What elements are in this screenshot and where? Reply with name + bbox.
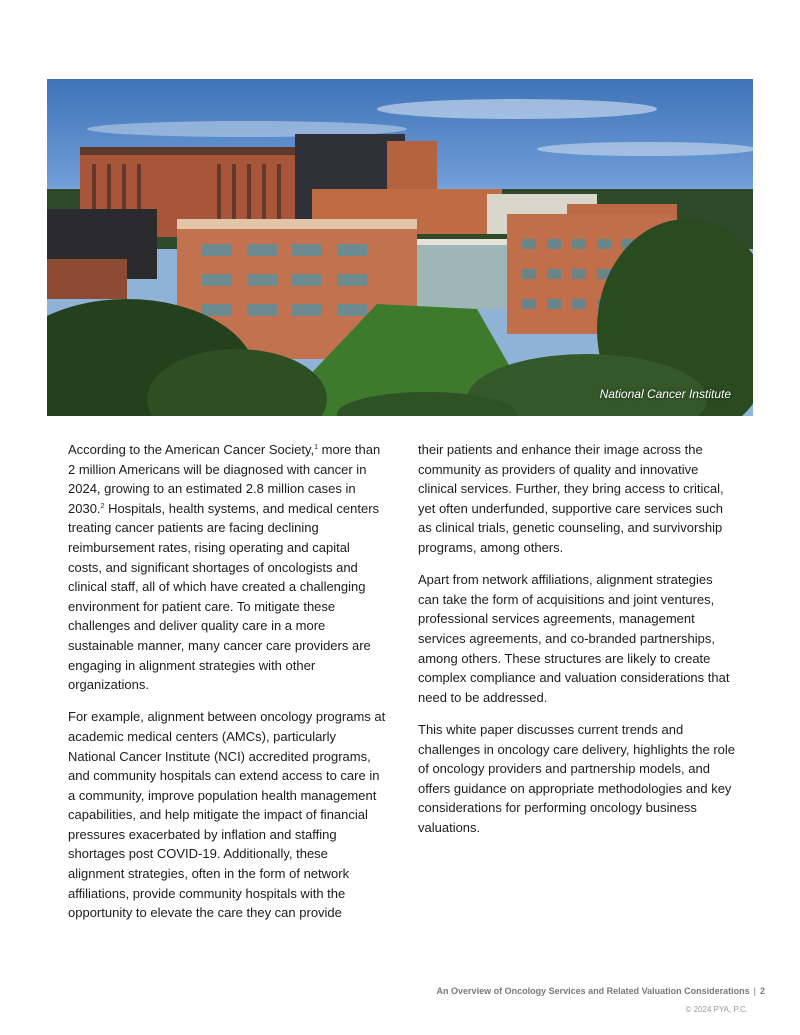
footnote-ref-2: 2: [100, 502, 105, 510]
right-paragraph-3: This white paper discusses current trends and challenges in oncology care delivery, highlights the role of oncology providers and partnership models, and offers guidance on appropriate methodologies and key considerations for performing oncology business valuations.: [418, 721, 736, 835]
building-illustration: [47, 79, 753, 416]
left-column: [68, 440, 386, 935]
right-paragraph-2: Apart from network affiliations, alignment strategies can take the form of acquisitions and joint ventures, professional services agreements, management services agreements, and co-branded partnerships, among others. These structures are likely to create complex compliance and valuation considerations that need to be addressed.: [418, 572, 730, 705]
photo-caption: National Cancer Institute: [599, 387, 731, 401]
footer-copyright: © 2024 PYA, P.C.: [685, 1005, 748, 1014]
hero-photo: [47, 79, 753, 416]
right-paragraph-1: their patients and enhance their image across the community as providers of quality and innovative clinical services. Further, they bring access to critical, yet often underfunded, supportive care services such as clinical trials, genetic counseling, and survivorship programs, among others.: [418, 442, 724, 555]
text-segment: more than 2 million Americans will be diagnosed with cancer in 2024, growing to an estimated 2.8 million cases in 2030.: [68, 442, 381, 516]
footnote-ref-1: 1: [314, 444, 319, 451]
right-column: [418, 440, 736, 850]
text-segment: Hospitals, health systems, and medical centers treating cancer patients are facing declining reimbursement rates, rising operating and capital costs, and significant shortages of oncologists and clinical staff, all of which have created a challenging environment for patient care. To mitigate these challenges and deliver quality care in a more sustainable manner, many cancer care providers are engaging in alignment strategies with other organizations.: [68, 500, 380, 693]
left-paragraph-2: For example, alignment between oncology programs at academic medical centers (AMCs), particularly National Cancer Institute (NCI) accredited programs, and community hospitals can extend access to care in a community, improve population health management capabilities, and help mitigate the impact of financial pressures exacerbated by inflation and staffing shortages post COVID-19. Additionally, these alignment strategies, often in the form of network affiliations, provide community hospitals with the opportunity to elevate the care they can provide: [68, 709, 386, 921]
footer-separator: |: [753, 986, 756, 996]
text-segment: According to the American Cancer Society,: [68, 442, 315, 457]
footer-title-text: An Overview of Oncology Services and Related Valuation Considerations: [436, 986, 750, 996]
page-number: 2: [759, 986, 765, 996]
left-paragraph-1: [68, 440, 386, 695]
footer-document-title: [437, 986, 765, 996]
